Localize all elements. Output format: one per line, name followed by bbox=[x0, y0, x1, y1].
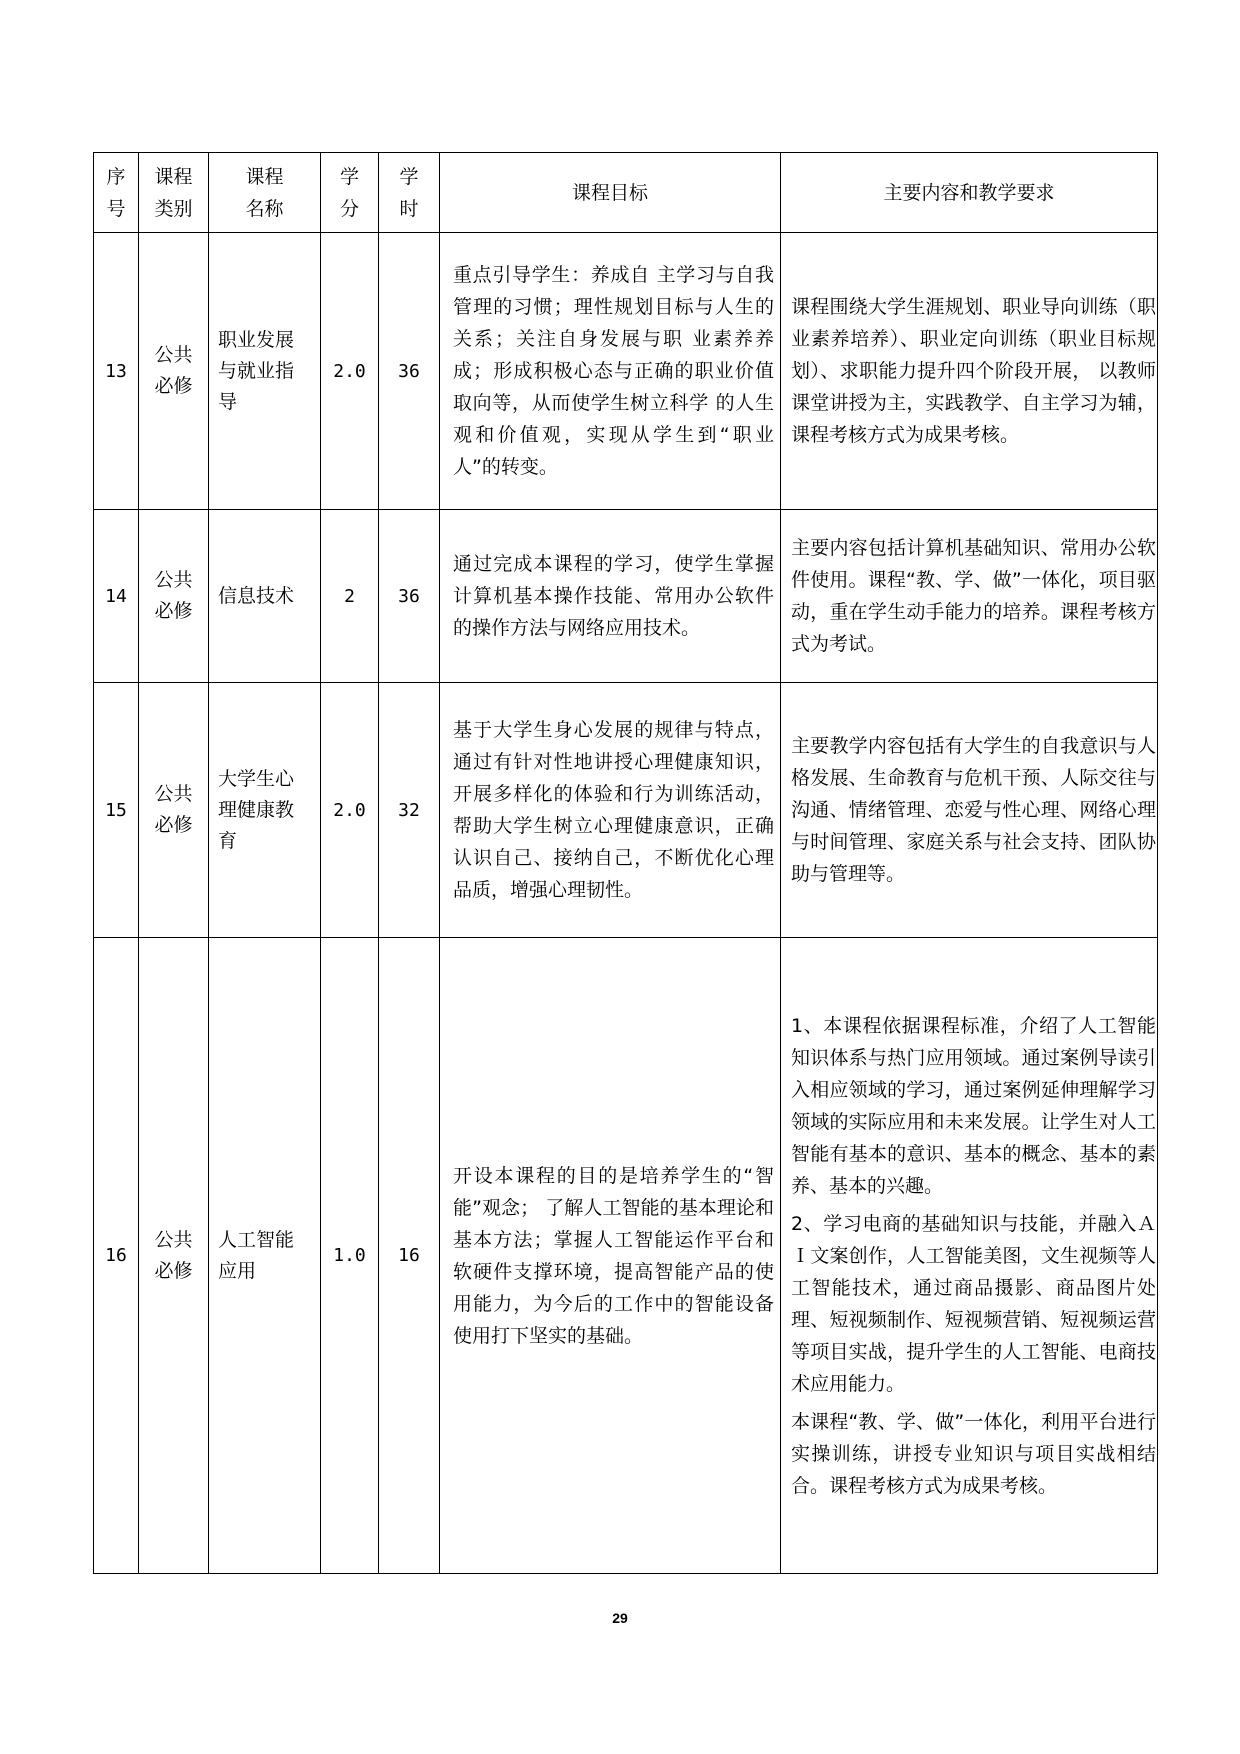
row-objective: 基于大学生身心发展的规律与特点，通过有针对性地讲授心理健康知识，开展多样化的体验和行为训练活动，帮助大学生树立心理健康意识，正确认识自己、接纳自己，不断优化心理品质，增强心理韧性。 bbox=[440, 683, 781, 938]
row-category: 公共必修 bbox=[139, 233, 209, 510]
row-category: 公共必修 bbox=[139, 510, 209, 683]
table-row bbox=[94, 938, 1158, 1574]
row-hours: 36 bbox=[379, 233, 440, 510]
header-name: 课程名称 bbox=[209, 153, 321, 233]
row-no: 16 bbox=[94, 938, 139, 1574]
row-name: 大学生心理健康教育 bbox=[209, 683, 321, 938]
row-credit: 2 bbox=[321, 510, 379, 683]
row-category: 公共必修 bbox=[139, 683, 209, 938]
row-hours: 36 bbox=[379, 510, 440, 683]
header-category: 课程类别 bbox=[139, 153, 209, 233]
header-objective: 课程目标 bbox=[440, 153, 781, 233]
row-no: 15 bbox=[94, 683, 139, 938]
table-row bbox=[94, 683, 1158, 938]
row-name: 职业发展与就业指导 bbox=[209, 233, 321, 510]
row-content bbox=[781, 938, 1158, 1574]
table-row bbox=[94, 510, 1158, 683]
header-row bbox=[94, 153, 1158, 233]
table-row bbox=[94, 233, 1158, 510]
row-no: 13 bbox=[94, 233, 139, 510]
row-content bbox=[781, 510, 1158, 683]
page-number: 29 bbox=[612, 1610, 628, 1626]
content-paragraph: 本课程“教、学、做”一体化，利用平台进行实操训练，讲授专业知识与项目实战相结合。课程考核方式为成果考核。 bbox=[791, 1410, 1156, 1497]
header-content: 主要内容和教学要求 bbox=[781, 153, 1158, 233]
content-paragraph: 主要内容包括计算机基础知识、常用办公软件使用。课程“教、学、做”一体化，项目驱动，重在学生动手能力的培养。课程考核方式为考试。 bbox=[791, 537, 1156, 655]
row-no: 14 bbox=[94, 510, 139, 683]
content-paragraph: 1、本课程依据课程标准，介绍了人工智能知识体系与热门应用领域。通过案例导读引入相应领域的学习，通过案例延伸理解学习领域的实际应用和未来发展。让学生对人工智能有基本的意识、基本的概念、基本的素养、基本的兴趣。 bbox=[791, 1014, 1156, 1197]
content-paragraph: 课程围绕大学生涯规划、职业导向训练（职业素养培养）、职业定向训练（职业目标规划）、求职能力提升四个阶段开展， 以教师课堂讲授为主，实践教学、自主学习为辅，课程考核方式为成果考核。 bbox=[791, 296, 1156, 446]
row-hours: 16 bbox=[379, 938, 440, 1574]
content-paragraph: 2、学习电商的基础知识与技能，并融入ＡＩ文案创作，人工智能美图，文生视频等人工智能技术，通过商品摄影、商品图片处理、短视频制作、短视频营销、短视频运营等项目实战，提升学生的人工智能、电商技术应用能力。 bbox=[791, 1212, 1156, 1395]
content-paragraph: 主要教学内容包括有大学生的自我意识与人格发展、生命教育与危机干预、人际交往与沟通、情绪管理、恋爱与性心理、网络心理与时间管理、家庭关系与社会支持、团队协助与管理等。 bbox=[791, 735, 1156, 885]
row-objective: 开设本课程的目的是培养学生的“智能”观念； 了解人工智能的基本理论和基本方法；掌握人工智能运作平台和软硬件支撑环境，提高智能产品的使用能力，为今后的工作中的智能设备使用打下坚实的基础。 bbox=[440, 938, 781, 1574]
course-table bbox=[93, 152, 1158, 1574]
row-name: 人工智能应用 bbox=[209, 938, 321, 1574]
row-content bbox=[781, 233, 1158, 510]
row-category: 公共必修 bbox=[139, 938, 209, 1574]
row-credit: 2.0 bbox=[321, 233, 379, 510]
row-content bbox=[781, 683, 1158, 938]
row-objective: 通过完成本课程的学习，使学生掌握计算机基本操作技能、常用办公软件的操作方法与网络应用技术。 bbox=[440, 510, 781, 683]
header-no: 序号 bbox=[94, 153, 139, 233]
row-name: 信息技术 bbox=[209, 510, 321, 683]
header-credit: 学分 bbox=[321, 153, 379, 233]
header-hours: 学时 bbox=[379, 153, 440, 233]
row-objective: 重点引导学生：养成自 主学习与自我管理的习惯；理性规划目标与人生的关系；关注自身发展与职 业素养养成；形成积极心态与正确的职业价值取向等，从而使学生树立科学 的人生观和价值观，实现从学生到“职业人”的转变。 bbox=[440, 233, 781, 510]
row-hours: 32 bbox=[379, 683, 440, 938]
row-credit: 2.0 bbox=[321, 683, 379, 938]
row-credit: 1.0 bbox=[321, 938, 379, 1574]
